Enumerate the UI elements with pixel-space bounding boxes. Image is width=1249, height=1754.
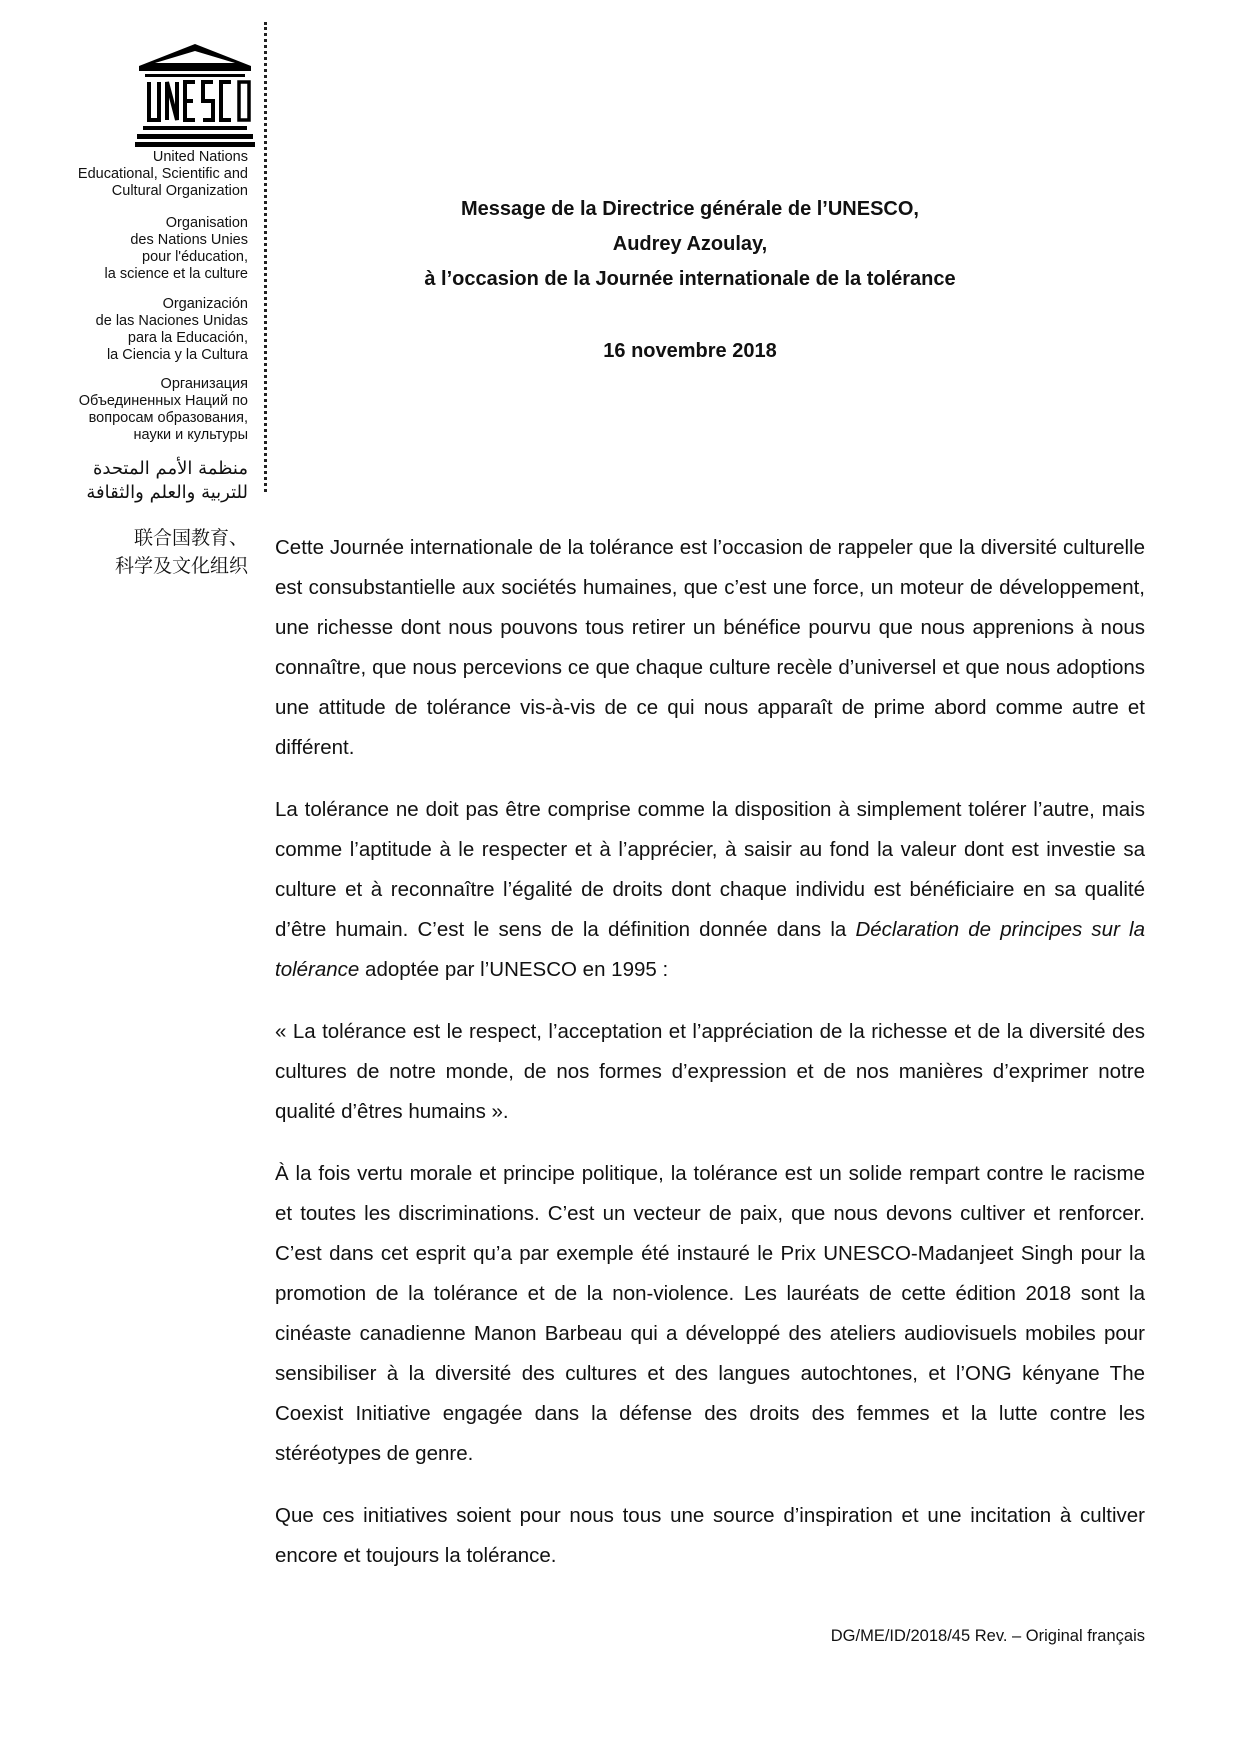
org-name-french: Organisation des Nations Unies pour l'éducation, la science et la culture: [104, 215, 248, 282]
paragraph-5: Que ces initiatives soient pour nous tous une source d’inspiration et une incitation à cultiver encore et toujours la tolérance.: [275, 1504, 1145, 1567]
message-heading: [350, 192, 1030, 297]
declaration-title: Déclaration de principes sur la tolérance: [275, 918, 1145, 981]
org-name-chinese: 联合国教育、 科学及文化组织: [114, 527, 248, 577]
message-body: [275, 528, 1145, 1598]
paragraph-3-quote: « La tolérance est le respect, l’acceptation et l’appréciation de la richesse et de la diversité des cultures de notre monde, de nos formes d’expression et de nos manières d’exprimer notre qualité d’êtres humains ».: [275, 1020, 1145, 1123]
heading-line-occasion: à l’occasion de la Journée internationale de la tolérance: [424, 268, 956, 290]
heading-line-title: Message de la Directrice générale de l’UNESCO,: [461, 198, 919, 220]
paragraph-1: Cette Journée internationale de la tolérance est l’occasion de rappeler que la diversité culturelle est consubstantielle aux sociétés humaines, que c’est une force, un moteur de développement, une richesse dont nous pouvons tous retirer un bénéfice pourvu que nous apprenions à nous connaître, que nous percevions ce que chaque culture recèle d’universel et que nous adoptions une attitude de tolérance vis-à-vis de ce qui nous apparaît de prime abord comme autre et différent.: [275, 536, 1145, 759]
org-name-english: United Nations Educational, Scientific and Cultural Organization: [77, 149, 248, 199]
heading-line-author: Audrey Azoulay,: [612, 233, 768, 255]
org-name-spanish: Organización de las Naciones Unidas para la Educación, la Ciencia y la Cultura: [95, 296, 248, 363]
org-name-arabic: منظمة الأمم المتحدة للتربية والعلم والثقافة: [86, 458, 248, 503]
document-reference: DG/ME/ID/2018/45 Rev. – Original français: [830, 1627, 1145, 1645]
message-date: 16 novembre 2018: [603, 340, 777, 362]
logo-columns-text: [149, 82, 249, 120]
unesco-logo: [135, 42, 255, 152]
paragraph-2: La tolérance ne doit pas être comprise comme la disposition à simplement tolérer l’autre, mais comme l’aptitude à le respecter et à l’apprécier, à saisir au fond la valeur dont est investie sa culture et à reconnaître l’égalité de droits dont chaque individu est bénéficiaire en sa qualité d’être humain. C’est le sens de la définition donnée dans la Déclaration de principes sur la tolérance adoptée par l’UNESCO en 1995 :: [275, 798, 1145, 981]
vertical-dotted-divider: [264, 22, 267, 492]
paragraph-4: À la fois vertu morale et principe politique, la tolérance est un solide rempart contre le racisme et toutes les discriminations. C’est un vecteur de paix, que nous devons cultiver et renforcer. C’est dans cet esprit qu’a par exemple été instauré le Prix UNESCO-Madanjeet Singh pour la promotion de la tolérance et de la non-violence. Les lauréats de cette édition 2018 sont la cinéaste canadienne Manon Barbeau qui a développé des ateliers audiovisuels mobiles pour sensibiliser à la diversité des cultures et des langues autochtones, et l’ONG kényane The Coexist Initiative engagée dans la défense des droits des femmes et la lutte contre les stéréotypes de genre.: [275, 1162, 1145, 1465]
org-name-russian: Организация Объединенных Наций по вопросам образования, науки и культуры: [78, 376, 248, 443]
